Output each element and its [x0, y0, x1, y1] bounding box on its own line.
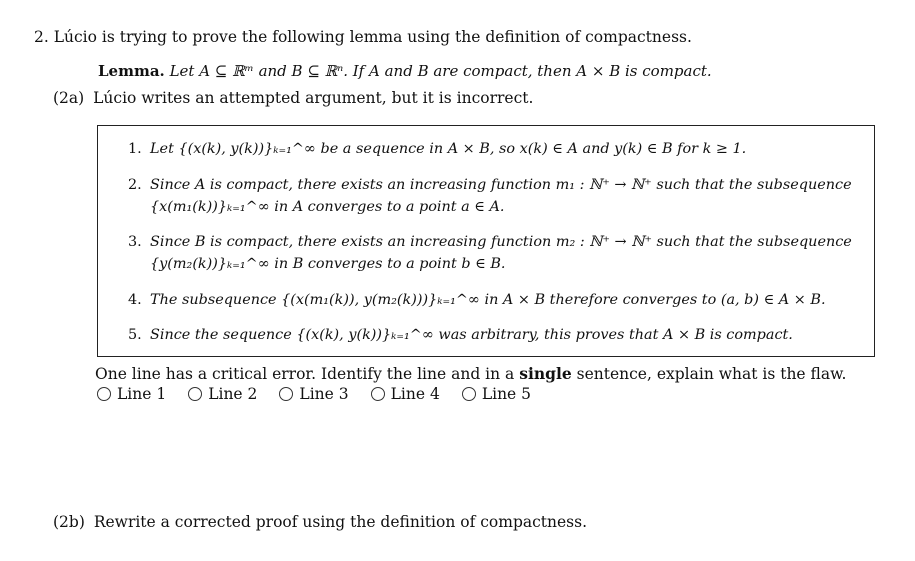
option-label: Line 3 — [299, 385, 349, 403]
radio-button[interactable] — [371, 387, 385, 401]
option-label: Line 4 — [390, 385, 440, 403]
proof-line-3 — [128, 231, 868, 275]
question-text-bold: single — [519, 364, 572, 383]
part-a-label: (2a) — [53, 89, 85, 107]
lemma-body: Let A ⊆ ℝᵐ and B ⊆ ℝⁿ. If A and B are compact, then A × B is compact. — [169, 62, 712, 80]
radio-button[interactable] — [279, 387, 293, 401]
proof-line-number: 3. — [128, 234, 142, 250]
proof-line-number: 5. — [128, 327, 142, 343]
option-label: Line 1 — [117, 385, 167, 403]
lemma-label: Lemma. — [98, 62, 165, 80]
proof-line-text: Since the sequence {(x(k), y(k))}ₖ₌₁^∞ was arbitrary, this proves that A × B is compact. — [150, 327, 793, 343]
line-options — [97, 385, 531, 403]
part-b-prompt — [53, 513, 587, 531]
radio-button[interactable] — [97, 387, 111, 401]
proof-line-1 — [128, 138, 868, 160]
part-b-text: Rewrite a corrected proof using the definition of compactness. — [93, 513, 588, 531]
lemma-statement — [98, 62, 712, 80]
proof-line-number: 2. — [128, 177, 142, 193]
proof-line-text: Since A is compact, there exists an increasing function m₁ : ℕ⁺ → ℕ⁺ such that the subsequence {x(m₁(k))}ₖ₌₁^∞ in A converges to a point a ∈ A. — [150, 177, 852, 215]
problem-header: 2. Lúcio is trying to prove the following lemma using the definition of compactness. — [34, 28, 692, 46]
proof-box — [97, 125, 875, 357]
proof-line-text: Since B is compact, there exists an increasing function m₂ : ℕ⁺ → ℕ⁺ such that the subsequence {y(m₂(k))}ₖ₌₁^∞ in B converges to a point b ∈ B. — [150, 234, 852, 272]
proof-line-5 — [128, 324, 868, 346]
part-a-text: Lúcio writes an attempted argument, but it is incorrect. — [93, 89, 534, 107]
proof-line-number: 4. — [128, 292, 142, 308]
question-text-before: One line has a critical error. Identify the line and in a — [95, 365, 520, 383]
option-line-3[interactable] — [279, 385, 348, 403]
option-line-4[interactable] — [371, 385, 440, 403]
proof-line-4 — [128, 289, 868, 311]
option-label: Line 2 — [208, 385, 258, 403]
question-prompt — [95, 364, 846, 383]
proof-line-2 — [128, 174, 868, 218]
question-text-after: sentence, explain what is the flaw. — [571, 365, 847, 383]
part-a-intro — [53, 89, 533, 107]
proof-line-number: 1. — [128, 141, 142, 157]
radio-button[interactable] — [462, 387, 476, 401]
proof-line-text: Let {(x(k), y(k))}ₖ₌₁^∞ be a sequence in A × B, so x(k) ∈ A and y(k) ∈ B for k ≥ 1. — [150, 141, 747, 157]
radio-button[interactable] — [188, 387, 202, 401]
proof-line-text: The subsequence {(x(m₁(k)), y(m₂(k)))}ₖ₌₁^∞ in A × B therefore converges to (a, b) ∈ A × B. — [150, 292, 826, 308]
option-line-1[interactable] — [97, 385, 166, 403]
option-label: Line 5 — [481, 385, 532, 403]
part-b-label: (2b) — [53, 513, 85, 531]
option-line-2[interactable] — [188, 385, 257, 403]
option-line-5[interactable] — [462, 385, 531, 403]
